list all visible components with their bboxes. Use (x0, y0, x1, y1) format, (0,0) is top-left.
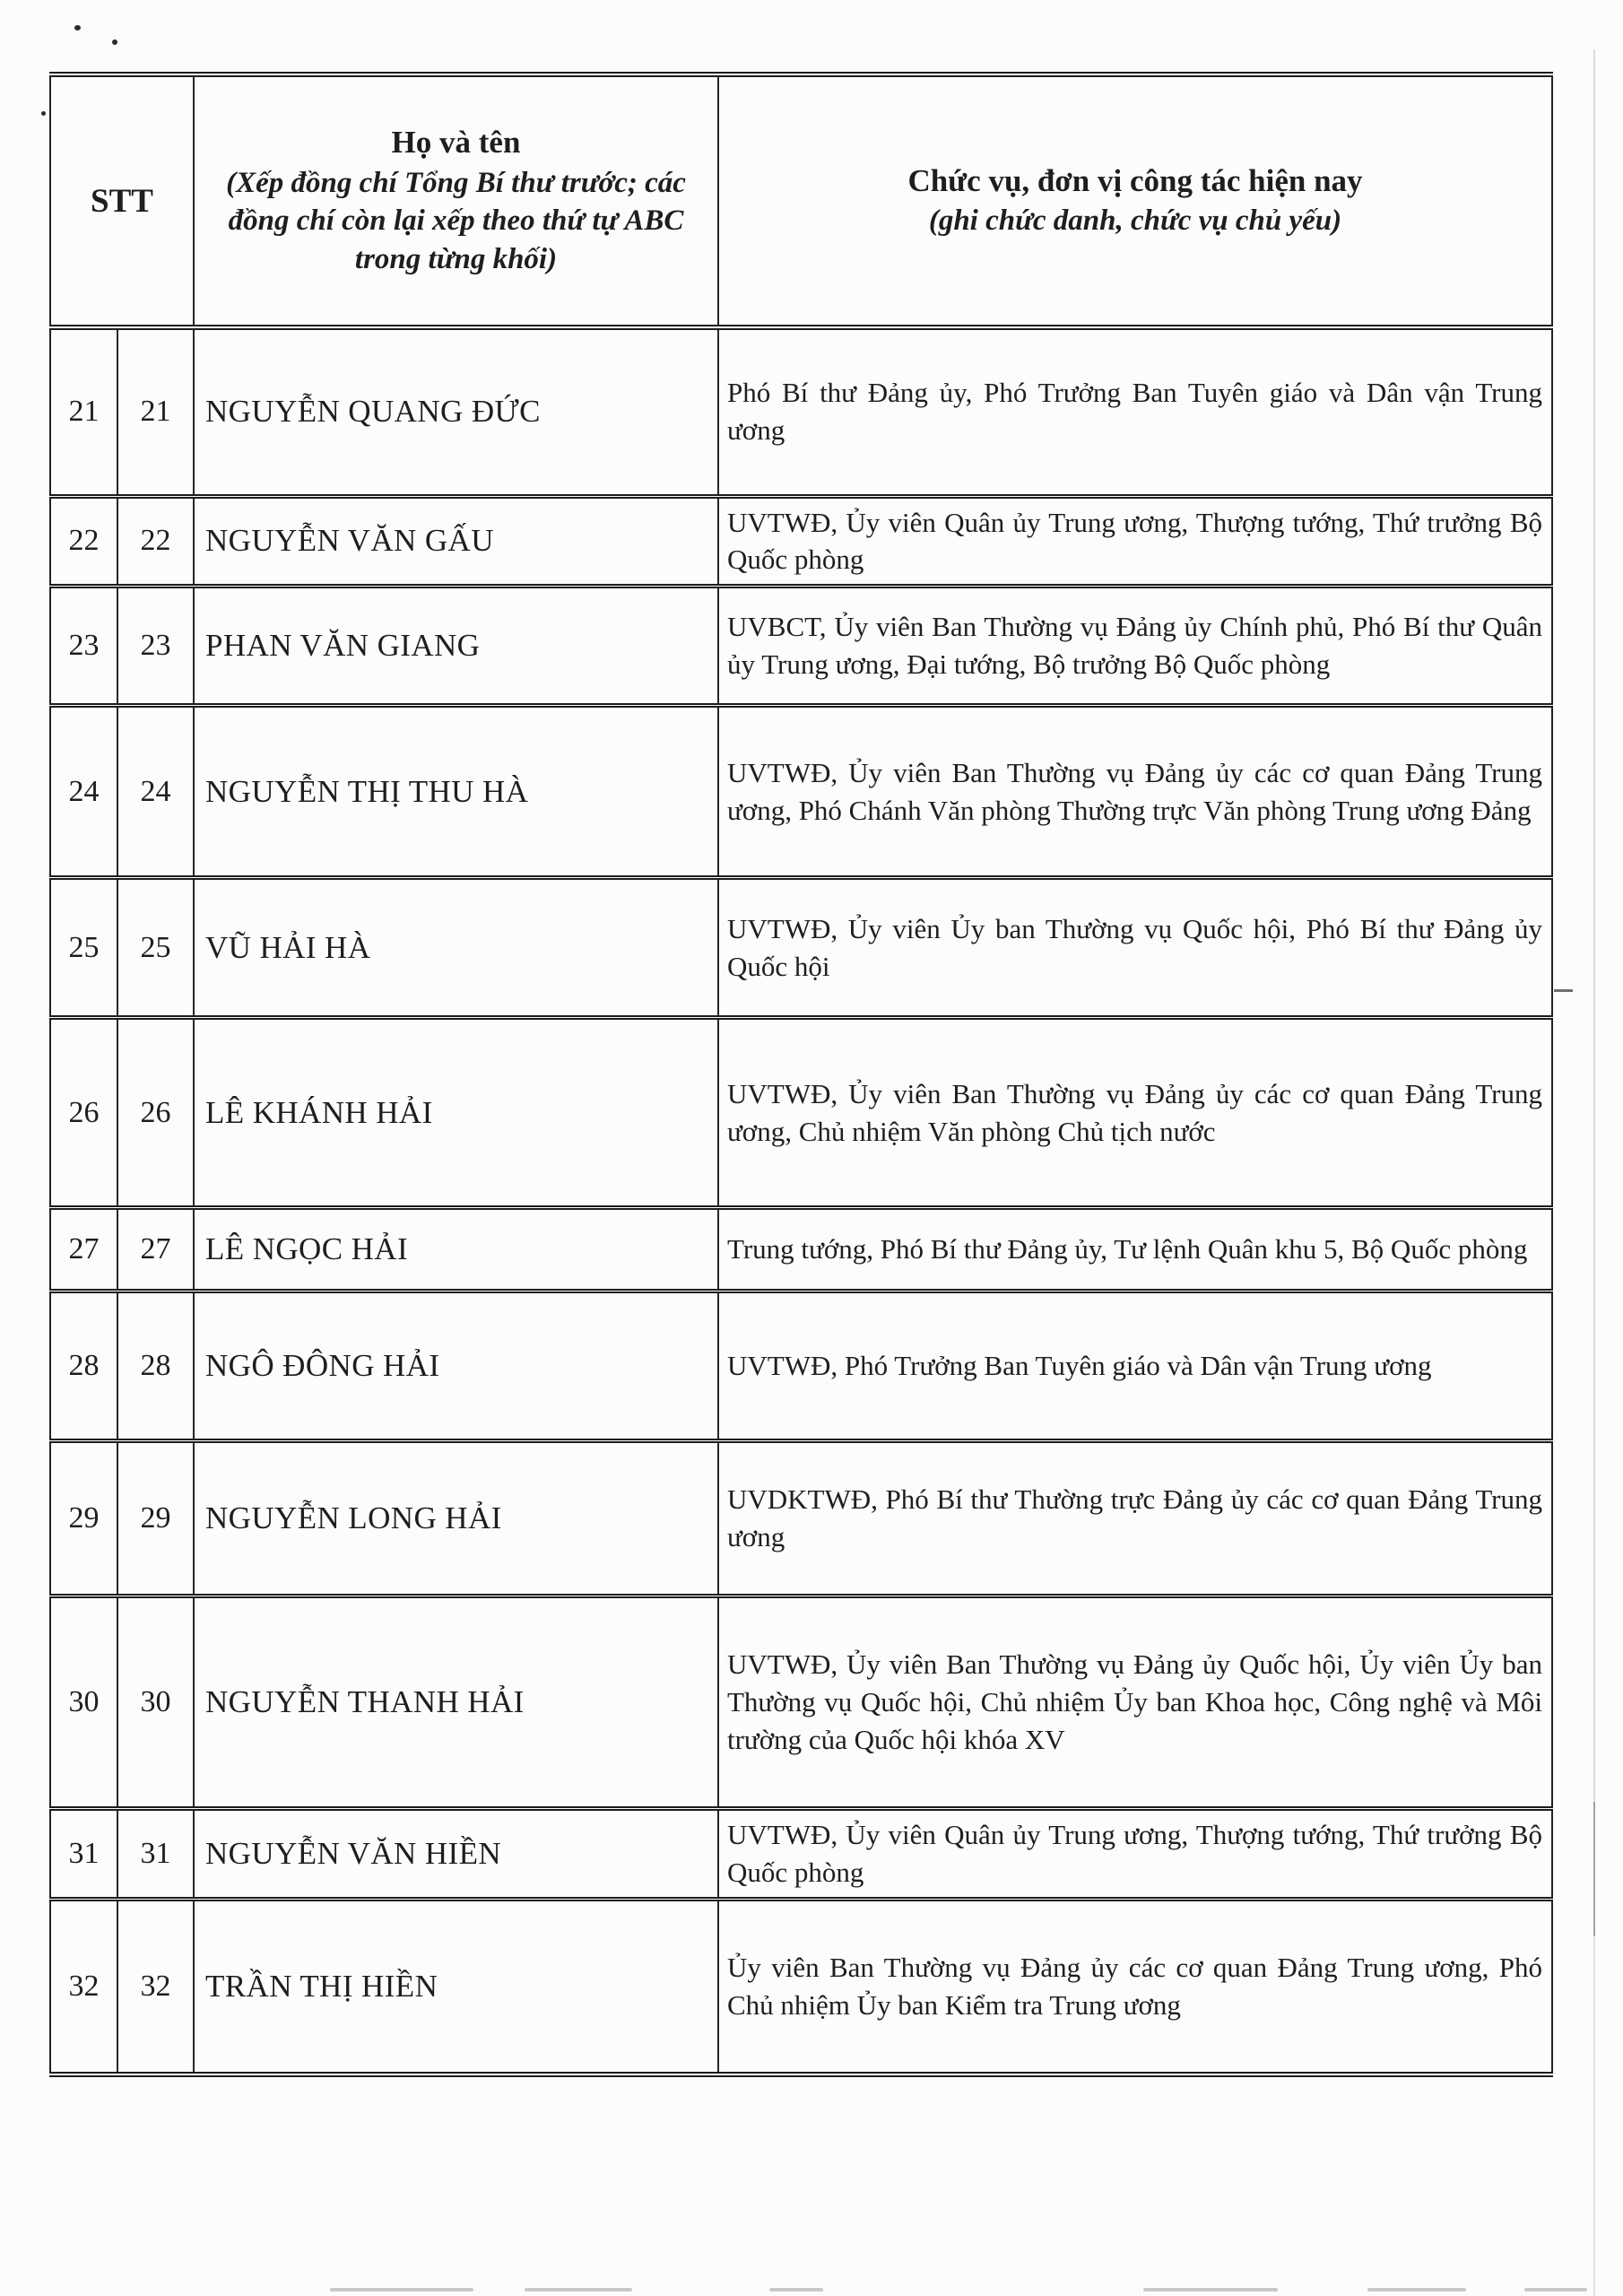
table-row (50, 587, 1552, 706)
name-cell: LÊ KHÁNH HẢI (194, 1018, 718, 1208)
name-header (194, 74, 718, 327)
position-cell: UVTWĐ, Ủy viên Ủy ban Thường vụ Quốc hội, Phó Bí thư Đảng ủy Quốc hội (718, 878, 1552, 1018)
scan-smudge (1143, 2288, 1278, 2292)
scan-smudge (1524, 2288, 1587, 2292)
table-row (50, 496, 1552, 587)
table-row (50, 1292, 1552, 1441)
scan-speck (112, 39, 117, 45)
position-cell: UVDKTWĐ, Phó Bí thư Thường trực Đảng ủy các cơ quan Đảng Trung ương (718, 1441, 1552, 1596)
table-body (50, 327, 1552, 2074)
stt-cell: 22 (50, 496, 117, 587)
stt-cell: 29 (50, 1441, 117, 1596)
table-row (50, 1208, 1552, 1292)
name-cell: PHAN VĂN GIANG (194, 587, 718, 706)
scan-dash (1554, 989, 1573, 992)
position-cell: UVTWĐ, Ủy viên Quân ủy Trung ương, Thượng tướng, Thứ trưởng Bộ Quốc phòng (718, 496, 1552, 587)
stt-cell: 26 (50, 1018, 117, 1208)
stt-cell-secondary: 21 (117, 327, 194, 496)
stt-cell-secondary: 29 (117, 1441, 194, 1596)
stt-cell-secondary: 22 (117, 496, 194, 587)
position-cell: UVTWĐ, Ủy viên Ban Thường vụ Đảng ủy các cơ quan Đảng Trung ương, Phó Chánh Văn phòng Thường trực Văn phòng Trung ương Đảng (718, 706, 1552, 878)
name-cell: NGUYỄN VĂN HIỀN (194, 1809, 718, 1900)
stt-cell: 23 (50, 587, 117, 706)
position-header-note: (ghi chức danh, chức vụ chủ yếu) (928, 204, 1342, 238)
position-cell: UVBCT, Ủy viên Ban Thường vụ Đảng ủy Chính phủ, Phó Bí thư Quân ủy Trung ương, Đại tướng, Bộ trưởng Bộ Quốc phòng (718, 587, 1552, 706)
scan-speck (74, 25, 81, 30)
scan-speck (41, 111, 46, 116)
name-cell: NGUYỄN VĂN GẤU (194, 496, 718, 587)
position-cell: UVTWĐ, Ủy viên Quân ủy Trung ương, Thượng tướng, Thứ trưởng Bộ Quốc phòng (718, 1809, 1552, 1900)
stt-cell: 30 (50, 1596, 117, 1809)
name-header-note: (Xếp đồng chí Tổng Bí thư trước; các đồng chí còn lại xếp theo thứ tự ABC trong từng khối) (226, 166, 686, 276)
scan-smudge (330, 2288, 473, 2292)
scan-smudge (525, 2288, 632, 2292)
stt-cell-secondary: 30 (117, 1596, 194, 1809)
position-cell: Ủy viên Ban Thường vụ Đảng ủy các cơ quan Đảng Trung ương, Phó Chủ nhiệm Ủy ban Kiểm tra Trung ương (727, 1952, 1542, 2022)
stt-cell-secondary: 25 (117, 878, 194, 1018)
stt-cell-secondary: 31 (117, 1809, 194, 1900)
table-row (50, 1596, 1552, 1809)
stt-cell-secondary: 28 (117, 1292, 194, 1441)
name-cell: NGUYỄN THANH HẢI (194, 1596, 718, 1809)
stt-cell-secondary: 23 (117, 587, 194, 706)
table-row (50, 1809, 1552, 1900)
stt-cell-secondary: 24 (117, 706, 194, 878)
stt-cell: 25 (50, 878, 117, 1018)
position-cell: UVTWĐ, Phó Trưởng Ban Tuyên giáo và Dân vận Trung ương (718, 1292, 1552, 1441)
position-cell: Trung tướng, Phó Bí thư Đảng ủy, Tư lệnh Quân khu 5, Bộ Quốc phòng (718, 1208, 1552, 1292)
name-cell: TRẦN THỊ HIỀN (194, 1899, 718, 2074)
personnel-table (49, 72, 1553, 2077)
position-cell: UVTWĐ, Ủy viên Ban Thường vụ Đảng ủy Quốc hội, Ủy viên Ủy ban Thường vụ Quốc hội, Chủ nhiệm Ủy ban Khoa học, Công nghệ và Môi trường của Quốc hội khóa XV (718, 1596, 1552, 1809)
table-row (50, 706, 1552, 878)
stt-cell: 31 (50, 1809, 117, 1900)
table-row (50, 1899, 1552, 2074)
table-row (50, 1018, 1552, 1208)
table-row (50, 1441, 1552, 1596)
name-cell: NGUYỄN THỊ THU HÀ (194, 706, 718, 878)
stt-cell: 28 (50, 1292, 117, 1441)
name-header-title: Họ và tên (391, 124, 521, 160)
header-row (50, 74, 1552, 327)
position-header (718, 74, 1552, 327)
stt-cell: 27 (50, 1208, 117, 1292)
stt-cell: 24 (50, 706, 117, 878)
position-cell: Phó Bí thư Đảng ủy, Phó Trưởng Ban Tuyên giáo và Dân vận Trung ương (718, 327, 1552, 496)
table-row (50, 327, 1552, 496)
page-edge-line (1593, 49, 1595, 2296)
stt-cell: 32 (50, 1899, 117, 2074)
stt-cell-secondary: 32 (117, 1899, 194, 2074)
scan-smudge (769, 2288, 823, 2292)
stt-cell-secondary: 27 (117, 1208, 194, 1292)
stt-cell: 21 (50, 327, 117, 496)
position-header-title: Chức vụ, đơn vị công tác hiện nay (907, 162, 1363, 198)
table-row (50, 878, 1552, 1018)
stt-header: STT (50, 74, 194, 327)
name-cell: NGUYỄN QUANG ĐỨC (194, 327, 718, 496)
name-cell: LÊ NGỌC HẢI (194, 1208, 718, 1292)
stt-cell-secondary: 26 (117, 1018, 194, 1208)
scan-smudge (1367, 2288, 1466, 2292)
position-cell: UVTWĐ, Ủy viên Ban Thường vụ Đảng ủy các cơ quan Đảng Trung ương, Chủ nhiệm Văn phòng Chủ tịch nước (718, 1018, 1552, 1208)
name-cell: NGÔ ĐÔNG HẢI (194, 1292, 718, 1441)
name-cell: NGUYỄN LONG HẢI (194, 1441, 718, 1596)
name-cell: VŨ HẢI HÀ (194, 878, 718, 1018)
